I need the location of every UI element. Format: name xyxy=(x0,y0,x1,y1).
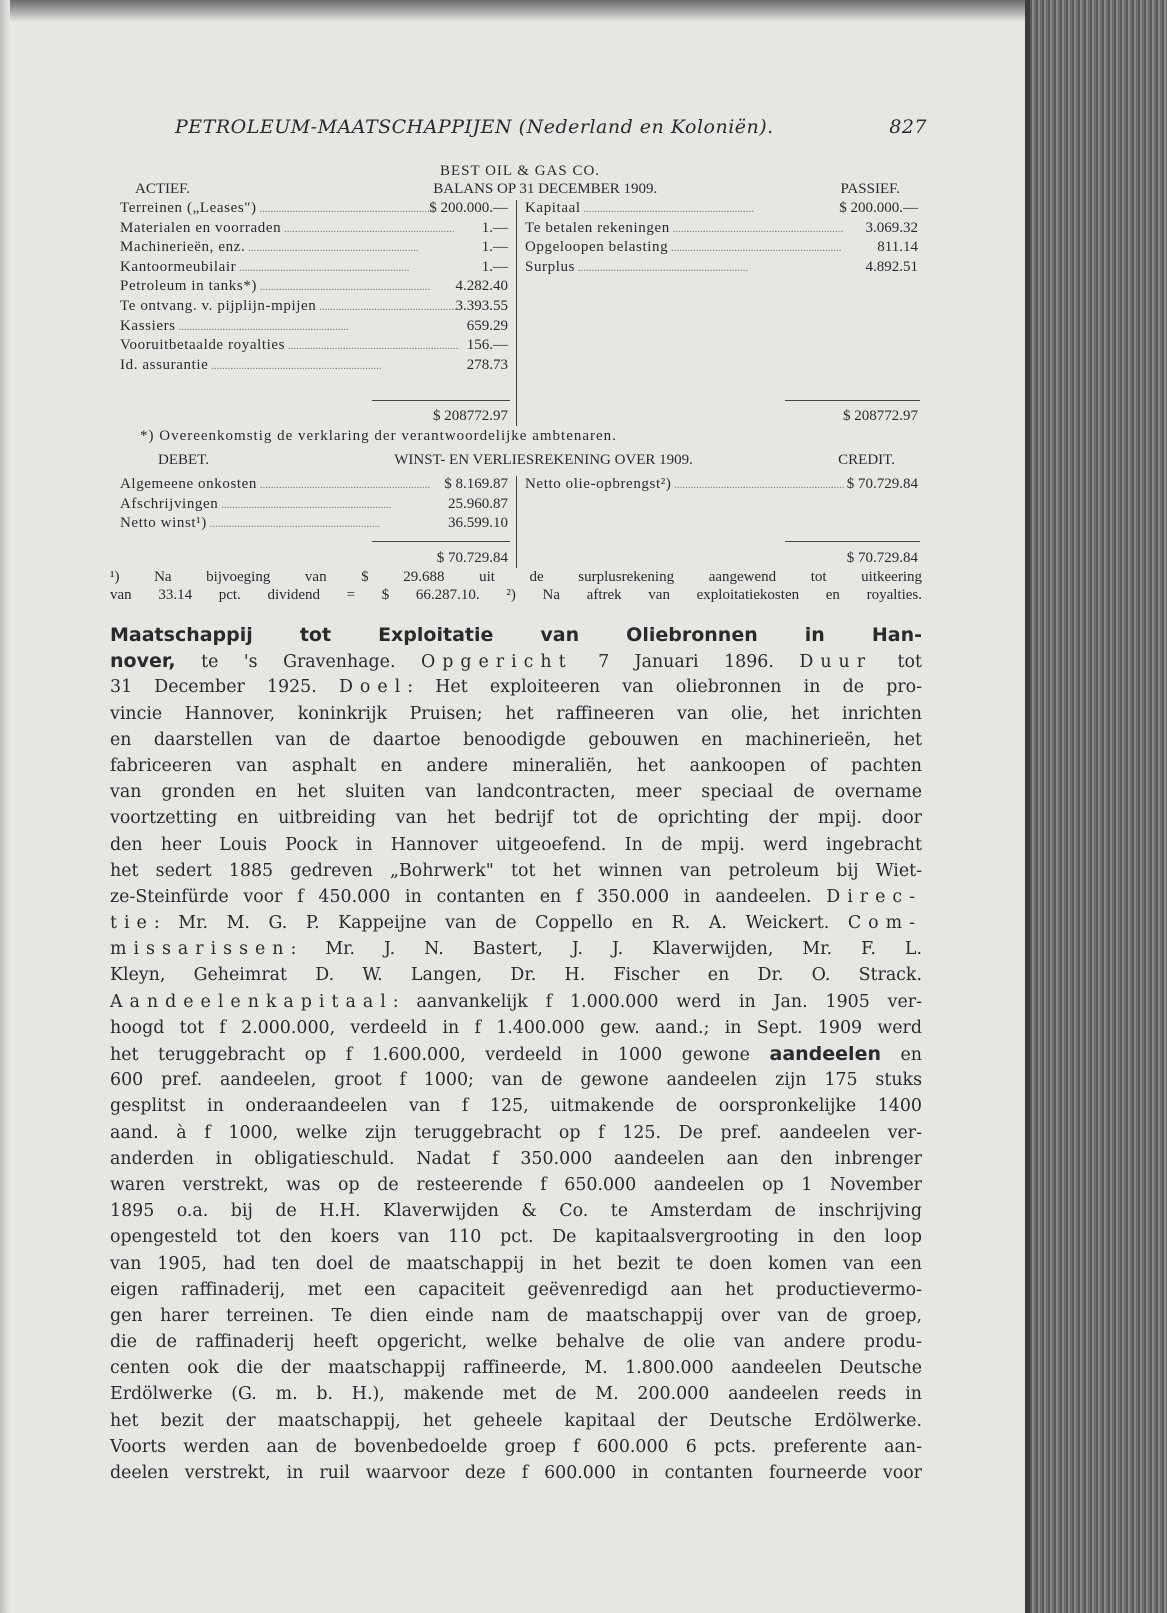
row-label: Petroleum in tanks*) ..... xyxy=(120,277,456,297)
pnl-rule-right xyxy=(785,541,920,542)
text-segment: Voorts werden aan de bovenbedoelde groep f 600.000 6 pcts. preferente aan- xyxy=(110,1436,922,1457)
pnl-footnote-1: ¹) Na bijvoeging van $ 29.688 uit de surplusrekening aangewend tot uitkeering xyxy=(110,569,922,585)
text-segment: Erdölwerke (G. m. b. H.), makende met de M. 200.000 aandeelen reeds in xyxy=(110,1384,922,1405)
text-segment: 1895 o.a. bij de H.H. Klaverwijden & Co. te Amsterdam de inschrijving xyxy=(110,1201,922,1222)
running-head xyxy=(175,116,927,138)
actief-label: ACTIEF. xyxy=(135,181,191,197)
text-segment: 7 Januari 1896. xyxy=(572,652,800,673)
table-row xyxy=(120,297,508,317)
text-segment: aand. à f 1000, welke zijn teruggebracht op f 125. De pref. aandeelen ver- xyxy=(110,1122,922,1143)
page-number: 827 xyxy=(889,116,927,138)
row-label: Afschrijvingen ..... xyxy=(120,495,448,515)
table-row xyxy=(120,514,508,534)
text-line xyxy=(110,1251,922,1277)
text-line xyxy=(110,727,922,753)
text-segment: 600 pref. aandeelen, groot f 1000; van de gewone aandeelen zijn 175 stuks xyxy=(110,1070,922,1091)
table-row xyxy=(525,238,918,258)
credit-table xyxy=(525,475,918,495)
text-line xyxy=(110,1434,922,1460)
row-label: Netto olie-opbrengst²) ..... xyxy=(525,475,847,495)
text-line xyxy=(110,1198,922,1224)
text-line xyxy=(110,1067,922,1093)
row-label: Surplus ..... xyxy=(525,258,866,278)
text-line xyxy=(110,1355,922,1381)
total-rule-right xyxy=(785,400,920,401)
table-row xyxy=(120,336,508,356)
row-value: $ 70.729.84 xyxy=(846,476,918,492)
text-line xyxy=(110,1329,922,1355)
spaced-text: Opgericht xyxy=(420,652,573,673)
table-row xyxy=(120,277,508,297)
table-row xyxy=(120,238,508,258)
row-label: Netto winst¹) ..... xyxy=(120,514,448,534)
row-value: 659.29 xyxy=(466,317,508,334)
balance-footnote: *) Overeenkomstig de verklaring der verantwoordelijke ambtenaren. xyxy=(140,428,617,444)
company-name: BEST OIL & GAS CO. xyxy=(439,163,601,179)
row-label: Te betalen rekeningen ..... xyxy=(525,219,866,239)
text-line xyxy=(110,1277,922,1303)
table-row xyxy=(120,495,508,515)
text-segment: deelen verstrekt, in ruil waarvoor deze f 600.000 in contanten fourneerde voor xyxy=(110,1463,922,1483)
row-value: 156.— xyxy=(466,337,508,354)
text-segment: tot xyxy=(872,652,922,673)
balance-header xyxy=(120,181,920,198)
pnl-header xyxy=(120,452,920,469)
text-segment: van 1905, had ten doel de maatschappij in het bezit te doen komen van een xyxy=(110,1253,922,1274)
text-segment: en daarstellen van de daartoe benoodigde gebouwen en machinerieën, het xyxy=(110,729,922,750)
text-segment: het bezit der maatschappij, het geheele kapitaal der Deutsche Erdölwerke. xyxy=(110,1410,922,1431)
text-segment: het sedert 1885 gedreven „Bohrwerk" tot het winnen van petroleum bij Wiet- xyxy=(110,860,922,881)
table-row xyxy=(525,258,918,278)
text-line xyxy=(110,1303,922,1329)
table-row xyxy=(120,475,508,495)
text-line xyxy=(110,622,922,648)
table-row xyxy=(120,199,508,219)
balance-divider xyxy=(516,200,517,426)
text-line xyxy=(110,648,922,674)
row-value: 3.393.55 xyxy=(455,297,508,314)
text-segment: hoogd tot f 2.000.000, verdeeld in f 1.400.000 gew. aand.; in Sept. 1909 werd xyxy=(110,1017,922,1038)
text-segment: Kleyn, Geheimrat D. W. Langen, Dr. H. Fischer en Dr. O. Strack. xyxy=(110,965,922,986)
row-value: 278.73 xyxy=(466,356,508,373)
pnl-total-right: $ 70.729.84 xyxy=(846,550,918,566)
spaced-text: Aandeelenkapitaal xyxy=(110,991,393,1012)
text-segment: centen ook die der maatschappij raffineerde, M. 1.800.000 aandeelen Deutsche xyxy=(110,1358,922,1379)
debet-label: DEBET. xyxy=(158,452,209,468)
text-line xyxy=(110,858,922,884)
text-segment: fabriceeren van asphalt en andere mineraliën, het aankoopen of pachten xyxy=(110,755,922,776)
row-value: 36.599.10 xyxy=(448,515,508,532)
text-line xyxy=(110,1172,922,1198)
pnl-divider xyxy=(516,476,517,568)
row-value: $ 8.169.87 xyxy=(444,476,508,492)
table-row xyxy=(120,317,508,337)
text-segment: voortzetting en uitbreiding van het bedrijf tot de oprichting der mpij. door xyxy=(110,808,922,829)
balance-total-right: $ 208772.97 xyxy=(843,408,918,424)
text-line xyxy=(110,1408,922,1434)
text-line xyxy=(110,1146,922,1172)
running-head-title: PETROLEUM-MAATSCHAPPIJEN (Nederland en Koloniën). xyxy=(175,116,774,138)
bold-text: nover, xyxy=(110,650,176,673)
text-line xyxy=(110,1381,922,1407)
text-line xyxy=(110,1224,922,1250)
spaced-text: Doel xyxy=(338,677,408,698)
text-line xyxy=(110,674,922,700)
table-row xyxy=(525,199,918,219)
row-label: Algemeene onkosten ..... xyxy=(120,475,444,495)
liabilities-table xyxy=(525,199,918,277)
text-line xyxy=(110,1120,922,1146)
text-line xyxy=(110,910,922,936)
passief-label: PASSIEF. xyxy=(840,181,900,197)
pnl-rule-left xyxy=(372,541,510,542)
row-value: 1.— xyxy=(481,239,508,256)
spaced-text: Com- xyxy=(847,913,922,934)
row-value: 4.892.51 xyxy=(865,258,918,275)
table-row xyxy=(120,258,508,278)
company-description xyxy=(110,622,922,1486)
row-value: 25.960.87 xyxy=(448,495,508,512)
table-row xyxy=(525,475,918,495)
balance-total-left: $ 208772.97 xyxy=(433,408,508,424)
text-segment: 31 December 1925. xyxy=(110,677,339,698)
credit-label: CREDIT. xyxy=(838,452,895,468)
pnl-title: WINST- EN VERLIESREKENING OVER 1909. xyxy=(394,452,693,468)
spaced-text: Duur xyxy=(799,652,873,673)
row-label: Vooruitbetaalde royalties ..... xyxy=(120,336,467,356)
text-segment: en xyxy=(880,1045,923,1065)
row-value: 811.14 xyxy=(877,239,918,256)
pnl-total-left: $ 70.729.84 xyxy=(436,550,508,566)
text-segment: gesplitst in onderaandeelen van f 125, uitmakende de oorspronkelijke 1400 xyxy=(110,1096,922,1117)
spaced-text: Direc- xyxy=(826,886,922,907)
text-line xyxy=(110,936,922,962)
table-row xyxy=(120,219,508,239)
scan-shadow-top xyxy=(0,0,1167,22)
text-line xyxy=(110,1041,922,1067)
bold-text: aandeelen xyxy=(769,1043,881,1065)
spaced-text: missarissen xyxy=(110,939,291,960)
text-segment: te 's Gravenhage. xyxy=(175,652,421,673)
text-line xyxy=(110,989,922,1015)
text-segment: den heer Louis Poock in Hannover uitgeoefend. In de mpij. werd ingebracht xyxy=(110,834,922,855)
row-label: Opgeloopen belasting ..... xyxy=(525,238,877,258)
row-label: Kapitaal ..... xyxy=(525,199,839,219)
text-line xyxy=(110,779,922,805)
row-value: 3.069.32 xyxy=(865,219,918,236)
text-segment: : Mr. M. G. P. Kappeijne van de Coppello en R. A. Weickert. xyxy=(153,913,848,934)
text-line xyxy=(110,832,922,858)
text-line xyxy=(110,805,922,831)
text-line xyxy=(110,1015,922,1041)
row-label: Terreinen („Leases") ..... xyxy=(120,199,429,219)
row-value: 1.— xyxy=(481,258,508,275)
row-label: Machinerieën, enz. ..... xyxy=(120,238,482,258)
text-segment: : aanvankelijk f 1.000.000 werd in Jan. 1905 ver- xyxy=(392,991,922,1012)
text-segment: : Het exploiteeren van oliebronnen in de pro- xyxy=(407,677,922,698)
debit-table xyxy=(120,475,508,534)
row-value: 4.282.40 xyxy=(455,278,508,295)
row-label: Kantoormeubilair ..... xyxy=(120,258,482,278)
text-segment: eigen raffinaderij, met een capaciteit geëvenredigd aan het productievermo- xyxy=(110,1279,922,1300)
text-segment: : Mr. J. N. Bastert, J. J. Klaverwijden, Mr. F. L. xyxy=(290,939,922,960)
table-row xyxy=(120,356,508,376)
text-segment: anderden in obligatieschuld. Nadat f 350.000 aandeelen aan den inbrenger xyxy=(110,1148,922,1169)
bold-text: Maatschappij tot Exploitatie van Oliebronnen in Han- xyxy=(110,624,922,646)
row-value: $ 200.000.— xyxy=(839,200,918,216)
table-row xyxy=(525,219,918,239)
row-label: Te ontvang. v. pijplijn-mpijen ..... xyxy=(120,297,456,317)
text-segment: opengesteld tot den koers van 110 pct. De kapitaalsvergrooting in den loop xyxy=(110,1227,922,1248)
text-segment: die de raffinaderij heeft opgericht, welke behalve de olie van andere produ- xyxy=(110,1332,922,1353)
text-line xyxy=(110,884,922,910)
text-line xyxy=(110,753,922,779)
text-line xyxy=(110,962,922,988)
text-segment: van gronden en het sluiten van landcontracten, meer speciaal de overname xyxy=(110,782,922,803)
text-segment: het teruggebracht op f 1.600.000, verdeeld in 1000 gewone xyxy=(110,1045,770,1065)
row-value: $ 200.000.— xyxy=(429,200,508,216)
total-rule-left xyxy=(372,400,510,401)
pnl-footnote-2: van 33.14 pct. dividend = $ 66.287.10. ²) Na aftrek van exploitatiekosten en royalties. xyxy=(110,587,922,603)
row-value: 1.— xyxy=(481,219,508,236)
text-segment: gen harer terreinen. Te dien einde nam de maatschappij over van de groep, xyxy=(110,1305,922,1326)
balance-title: BALANS OP 31 DECEMBER 1909. xyxy=(433,181,658,197)
row-label: Kassiers ..... xyxy=(120,317,467,337)
text-line xyxy=(110,701,922,727)
scan-shadow-left xyxy=(0,0,10,1613)
text-line xyxy=(110,1460,922,1486)
row-label: Materialen en voorraden ..... xyxy=(120,219,482,239)
text-line xyxy=(110,1093,922,1119)
text-segment: ze-Steinfürde voor f 450.000 in contanten en f 350.000 in aandeelen. xyxy=(110,886,827,907)
assets-table xyxy=(120,199,508,375)
row-label: Id. assurantie ..... xyxy=(120,356,467,376)
text-segment: vincie Hannover, koninkrijk Pruisen; het raffineeren van olie, het inrichten xyxy=(110,703,922,724)
book-page-stack xyxy=(1030,0,1167,1613)
text-segment: waren verstrekt, was op de resteerende f 650.000 aandeelen op 1 November xyxy=(110,1174,922,1195)
spaced-text: tie xyxy=(110,913,154,934)
